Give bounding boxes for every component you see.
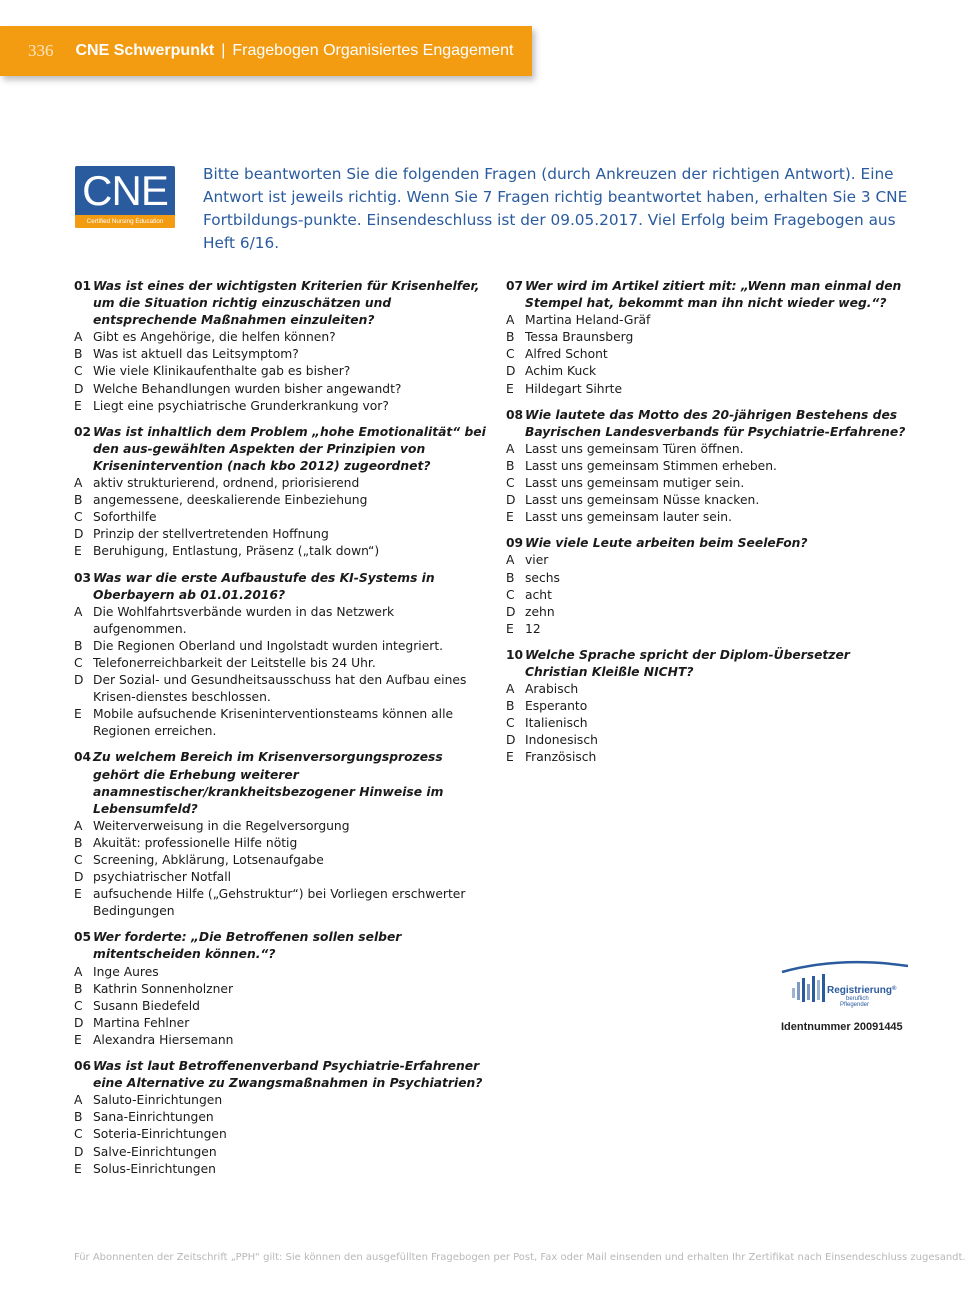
answer-letter: C [74,655,83,670]
answer-letter: A [74,604,83,619]
answer-text: Wie viele Klinikaufenthalte gab es bisher? [93,364,351,379]
answer-letter: A [74,330,83,345]
answer-letter: B [506,458,515,473]
answer-option[interactable] [74,526,486,543]
answer-text: Kathrin Sonnenholzner [93,981,234,996]
registrierung-id: Identnummer 20091445 [781,1021,903,1033]
answer-text: Tessa Braunsberg [525,330,634,345]
answer-option[interactable] [74,964,486,981]
answer-text: Achim Kuck [525,364,597,379]
answer-text: Indonesisch [525,733,598,748]
question-heading [74,929,486,963]
answer-text: aufsuchende Hilfe („Gehstruktur“) bei Vorliegen erschwerter Bedingungen [93,887,466,919]
answer-letter: D [506,493,516,508]
question-number: 04 [74,750,92,765]
answer-text: Mobile aufsuchende Kriseninterventionsteams können alle Regionen erreichen. [93,707,454,739]
answer-letter: E [74,707,82,722]
answer-text: Lasst uns gemeinsam lauter sein. [525,510,732,525]
answer-text: Saluto-Einrichtungen [93,1093,223,1108]
question-heading [506,647,916,681]
answer-letter: E [506,621,514,636]
answer-text: Liegt eine psychiatrische Grunderkrankung vor? [93,398,389,413]
answer-text: Lasst uns gemeinsam mutiger sein. [525,476,745,491]
answer-text: Hildegart Sihrte [525,381,623,396]
answer-letter: D [74,1144,84,1159]
answer-option[interactable] [74,604,486,638]
answer-letter: C [506,347,515,362]
answer-option[interactable] [74,492,486,509]
answer-letter: E [506,750,514,765]
answer-option[interactable] [506,621,916,638]
question-text: Wer wird im Artikel zitiert mit: „Wenn man einmal den Stempel hat, bekommt man ihn nicht wieder weg.“? [525,279,902,311]
answer-option[interactable] [74,475,486,492]
answer-text: angemessene, deeskalierende Einbeziehung [93,493,368,508]
answer-letter: B [74,1110,83,1125]
answer-text: Der Sozial- und Gesundheitsausschuss hat den Aufbau eines Krisen-dienstes beschlossen. [93,673,467,705]
question-number: 09 [506,536,524,551]
subsection-title: Fragebogen Organisiertes Engagement [232,42,514,59]
answer-text: Beruhigung, Entlastung, Präsenz („talk down“) [93,544,380,559]
answer-letter: E [74,1161,82,1176]
answer-option[interactable] [506,509,916,526]
answer-letter: A [506,553,515,568]
answer-text: Was ist aktuell das Leitsymptom? [93,347,299,362]
answer-text: psychiatrischer Notfall [93,870,232,885]
answer-letter: A [506,313,515,328]
answer-text: Arabisch [525,682,579,697]
answer-letter: E [506,381,514,396]
question-text: Wie viele Leute arbeiten beim SeeleFon? [525,536,808,551]
answer-text: Martina Heland-Gräf [525,313,651,328]
answer-letter: A [74,964,83,979]
answer-text: Esperanto [525,699,588,714]
answer-letter: D [74,673,84,688]
question-number: 07 [506,279,524,293]
header-separator: | [221,42,226,59]
answer-text: Gibt es Angehörige, die helfen können? [93,330,336,345]
answer-option[interactable] [74,818,486,835]
answer-letter: A [74,476,83,491]
answer-text: acht [525,587,552,602]
question-07 [506,278,916,398]
answer-text: Martina Fehlner [93,1015,190,1030]
answer-option[interactable] [74,1126,486,1143]
answer-option[interactable] [74,1144,486,1161]
answer-option[interactable] [74,1032,486,1049]
answer-option[interactable] [506,492,916,509]
answer-letter: B [74,835,83,850]
question-heading [74,1058,486,1092]
question-text: Zu welchem Bereich im Krisenversorgungsprozess gehört die Erhebung weiterer anamnestischer/krankheitsbezogener Hinweise im Lebensumfeld? [93,750,444,816]
cne-logo-text: CNE [82,167,168,214]
answer-text: Akuität: professionelle Hilfe nötig [93,835,298,850]
answer-option[interactable] [506,715,916,732]
answer-letter: A [506,441,515,456]
answer-letter: A [74,818,83,833]
question-06 [74,1058,486,1178]
answer-text: Welche Behandlungen wurden bisher angewandt? [93,381,402,396]
answer-option[interactable] [74,852,486,869]
question-heading [74,424,486,475]
answer-option[interactable] [74,886,486,920]
answer-letter: B [506,570,515,585]
answer-letter: A [74,1093,83,1108]
answer-option[interactable] [506,732,916,749]
registrierung-logo [780,958,910,1010]
question-heading [74,749,486,817]
answer-option[interactable] [506,381,916,398]
question-10 [506,647,916,767]
question-text: Welche Sprache spricht der Diplom-Übersetzer Christian Kleißle NICHT? [525,647,850,679]
answer-option[interactable] [74,869,486,886]
footer-note: Für Abonnenten der Zeitschrift „PPH“ gilt: Sie können den ausgefüllten Fragebogen per Post, Fax oder Mail einsenden und erhalten Ihr Zertifikat nach Einsendeschluss zugesandt. [74,1252,966,1263]
answer-letter: C [506,587,515,602]
answer-option[interactable] [74,543,486,560]
question-02 [74,424,486,561]
answer-letter: E [74,1032,82,1047]
question-08 [506,407,916,527]
answer-option[interactable] [74,363,486,380]
answer-text: Weiterverweisung in die Regelversorgung [93,818,350,833]
answer-letter: E [506,510,514,525]
cne-logo-tagline: Certified Nursing Education [75,215,175,228]
question-heading [506,407,916,441]
answer-text: Lasst uns gemeinsam Nüsse knacken. [525,493,760,508]
answer-letter: C [506,716,515,731]
section-title: CNE Schwerpunkt [75,42,215,59]
answer-text: zehn [525,604,555,619]
answer-letter: D [74,870,84,885]
answer-option[interactable] [506,441,916,458]
answer-option[interactable] [74,638,486,655]
answer-option[interactable] [74,998,486,1015]
answer-letter: D [74,1015,84,1030]
answer-option[interactable] [74,346,486,363]
answer-option[interactable] [506,604,916,621]
question-09 [506,535,916,638]
answer-text: Alfred Schont [525,347,608,362]
question-text: Was war die erste Aufbaustufe des KI-Systems in Oberbayern ab 01.01.2016? [93,570,435,602]
registrierung-logo-title: Registrierung [827,985,893,996]
question-number: 10 [506,647,524,662]
answer-option[interactable] [506,552,916,569]
answer-text: Soteria-Einrichtungen [93,1127,227,1142]
answer-option[interactable] [506,587,916,604]
question-heading [506,278,916,312]
answer-letter: D [506,733,516,748]
question-number: 03 [74,570,92,585]
answer-option[interactable] [74,981,486,998]
answer-text: vier [525,553,549,568]
svg-text:Registrierung® [827,985,897,996]
answer-letter: C [74,998,83,1013]
answer-option[interactable] [74,329,486,346]
answer-option[interactable] [74,398,486,415]
question-number: 06 [74,1059,92,1074]
answer-letter: D [506,604,516,619]
answer-text: 12 [525,621,541,636]
answer-text: Die Wohlfahrtsverbände wurden in das Netzwerk aufgenommen. [93,604,395,636]
question-03 [74,570,486,741]
answer-option[interactable] [74,1109,486,1126]
answer-text: Soforthilfe [93,510,157,525]
intro-text: Bitte beantworten Sie die folgenden Fragen (durch Ankreuzen der richtigen Antwort). Eine Antwort ist jeweils richtig. Wenn Sie 7 Fragen richtig beantwortet haben, erhalten Sie 3 CNE Fortbildungs-punkte. Einsendeschluss ist der 09.05.2017. Viel Erfolg beim Fragebogen aus Heft 6/16. [203,165,908,252]
answer-option[interactable] [506,312,916,329]
answer-option[interactable] [74,509,486,526]
answer-letter: E [74,887,82,902]
answer-text: Lasst uns gemeinsam Stimmen erheben. [525,458,777,473]
question-number: 02 [74,424,92,439]
answer-option[interactable] [506,698,916,715]
answer-option[interactable] [506,363,916,380]
registrierung-logo-reg-mark: ® [892,986,897,992]
answer-text: Telefonerreichbarkeit der Leitstelle bis 24 Uhr. [93,655,376,670]
answer-letter: C [74,364,83,379]
answer-letter: B [506,699,515,714]
answer-option[interactable] [506,749,916,766]
answer-letter: B [74,493,83,508]
registrierung-logo-line3: Pflegender [840,1002,870,1008]
answer-letter: E [74,544,82,559]
answer-text: Solus-Einrichtungen [93,1161,216,1176]
question-number: 05 [74,930,92,945]
answer-letter: B [74,638,83,653]
answer-letter: C [74,1127,83,1142]
answer-option[interactable] [74,655,486,672]
answer-option[interactable] [74,835,486,852]
answer-option[interactable] [74,672,486,706]
cne-logo [75,166,175,228]
answer-letter: C [506,476,515,491]
answer-text: Französisch [525,750,597,765]
answer-letter: C [74,853,83,867]
answer-letter: D [74,381,84,396]
question-text: Wer forderte: „Die Betroffenen sollen selber mitentscheiden können.“? [93,930,402,962]
answer-letter: D [74,527,84,542]
answer-letter: E [74,398,82,413]
question-heading [74,278,486,329]
answer-text: sechs [525,570,560,585]
answer-text: Inge Aures [93,964,159,979]
questions-left-column [74,278,486,1187]
answer-option[interactable] [74,1092,486,1109]
question-number: 08 [506,407,524,422]
answer-option[interactable] [506,329,916,346]
answer-letter: B [506,330,515,345]
answer-option[interactable] [506,458,916,475]
question-heading [506,535,916,552]
answer-text: Italienisch [525,716,588,731]
answer-option[interactable] [506,346,916,363]
question-05 [74,929,486,1049]
question-text: Was ist inhaltlich dem Problem „hohe Emotionalität“ bei den aus-gewählten Aspekten der Prinzipien von Krisenintervention (nach kbo 2012) zugeordnet? [93,424,486,473]
question-text: Was ist eines der wichtigsten Kriterien für Krisenhelfer, um die Situation richtig einzuschätzen und entsprechende Maßnahmen einzuleiten? [93,279,480,328]
questions-right-column [506,278,916,776]
answer-option[interactable] [74,1015,486,1032]
answer-letter: B [74,347,83,362]
answer-letter: A [506,682,515,697]
answer-option[interactable] [506,475,916,492]
header-bar [0,26,532,76]
answer-text: Prinzip der stellvertretenden Hoffnung [93,527,329,542]
question-01 [74,278,486,415]
answer-text: aktiv strukturierend, ordnend, priorisierend [93,476,360,491]
answer-text: Alexandra Hiersemann [93,1032,234,1047]
answer-option[interactable] [74,1161,486,1178]
question-text: Was ist laut Betroffenenverband Psychiatrie-Erfahrener eine Alternative zu Zwangsmaßnahmen in Psychiatrien? [93,1059,483,1091]
answer-text: Salve-Einrichtungen [93,1144,217,1159]
answer-text: Die Regionen Oberland und Ingolstadt wurden integriert. [93,638,444,653]
page-number: 336 [28,41,54,60]
registrierung-logo-line2: beruflich [846,996,869,1002]
question-heading [74,570,486,604]
answer-text: Screening, Abklärung, Lotsenaufgabe [93,853,324,867]
answer-letter: C [74,510,83,525]
question-number: 01 [74,279,92,293]
answer-text: Sana-Einrichtungen [93,1110,214,1125]
question-04 [74,749,486,920]
question-text: Wie lautete das Motto des 20-jährigen Bestehens des Bayrischen Landesverbands für Psychiatrie-Erfahrene? [525,407,906,439]
answer-option[interactable] [506,570,916,587]
answer-option[interactable] [74,706,486,740]
answer-letter: B [74,981,83,996]
answer-option[interactable] [74,381,486,398]
answer-text: Lasst uns gemeinsam Türen öffnen. [525,441,744,456]
answer-option[interactable] [506,681,916,698]
answer-letter: D [506,364,516,379]
answer-text: Susann Biedefeld [93,998,200,1013]
